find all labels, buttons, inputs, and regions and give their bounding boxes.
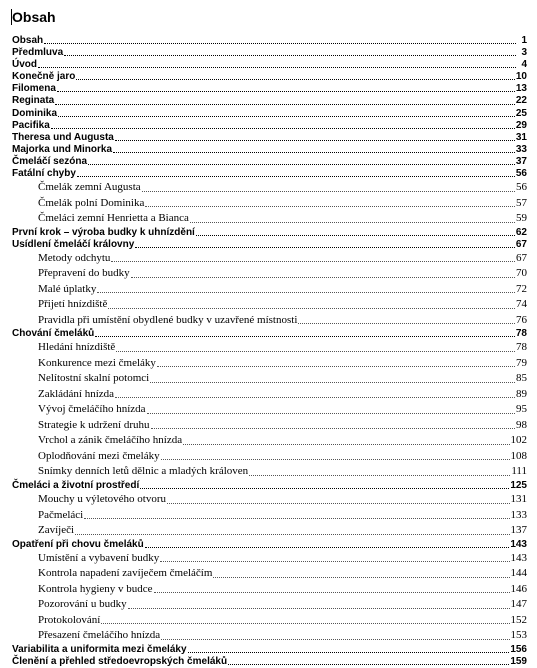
toc-entry-page-number: 74 <box>516 298 527 311</box>
toc-entry-section[interactable] <box>12 628 527 644</box>
toc-entry-page-number: 98 <box>516 418 527 431</box>
toc-entry-page-number: 125 <box>510 479 527 491</box>
toc-entry-label: Přijetí hnízdiště <box>38 298 108 311</box>
toc-entry-label: Čmelák polní Dominika <box>38 196 145 209</box>
dot-leader <box>298 323 515 324</box>
dot-leader <box>142 191 515 192</box>
dot-leader <box>145 206 515 207</box>
dot-leader <box>113 152 515 153</box>
toc-entry-label: Opatření při chovu čmeláků <box>12 538 144 550</box>
dot-leader <box>150 382 515 383</box>
toc-entry-chapter[interactable] <box>12 71 527 83</box>
dot-leader <box>183 444 509 445</box>
dot-leader <box>147 413 515 414</box>
toc-entry-label: Oplodňování mezi čmeláky <box>38 449 160 462</box>
toc-entry-label: Úvod <box>12 59 37 71</box>
toc-entry-label: Zakládání hnízda <box>38 387 115 400</box>
toc-entry-label: Theresa und Augusta <box>12 131 114 143</box>
toc-entry-page-number: 144 <box>510 567 527 580</box>
dot-leader <box>188 652 510 653</box>
toc-entry-page-number: 153 <box>510 629 527 642</box>
dot-leader <box>44 43 516 44</box>
toc-entry-label: Protokolování <box>38 613 101 626</box>
toc-entry-page-number: 89 <box>516 387 527 400</box>
toc-entry-label: Čmelák zemní Augusta <box>38 181 141 194</box>
toc-entry-section[interactable] <box>12 418 527 434</box>
toc-entry-label: Snímky denních letů dělnic a mladých královen <box>38 465 249 478</box>
toc-entry-section[interactable] <box>12 282 527 298</box>
dot-leader <box>64 55 516 56</box>
dot-leader <box>101 623 509 624</box>
toc-entry-page-number: 13 <box>515 83 527 95</box>
toc-entry-chapter[interactable] <box>12 156 527 168</box>
toc-entry-label: Mouchy u výletového otvoru <box>38 493 167 505</box>
dot-leader <box>51 128 515 129</box>
toc-entry-page-number: 57 <box>516 196 527 209</box>
toc-entry-page-number: 143 <box>510 551 527 564</box>
toc-entry-page-number: 70 <box>516 267 527 280</box>
toc-entry-label: Fatální chyby <box>12 168 76 180</box>
dot-leader <box>111 261 515 262</box>
toc-entry-section[interactable] <box>12 433 527 449</box>
toc-entry-label: Pacifika <box>12 119 50 131</box>
dot-leader <box>190 222 515 223</box>
dot-leader <box>151 428 516 429</box>
toc-entry-chapter[interactable] <box>12 108 527 120</box>
dot-leader <box>95 336 515 337</box>
toc-entry-chapter[interactable] <box>12 239 527 251</box>
toc-entry-label: Umístění a vybavení budky <box>38 551 160 564</box>
dot-leader <box>38 67 516 68</box>
dot-leader <box>57 91 515 92</box>
toc-entry-page-number: 159 <box>510 655 527 667</box>
dot-leader <box>157 366 515 367</box>
toc-entry-chapter[interactable] <box>12 539 527 551</box>
toc-entry-page-number: 133 <box>510 508 527 521</box>
dot-leader <box>75 534 509 535</box>
toc-entry-section[interactable] <box>12 613 527 629</box>
toc-entry-chapter[interactable] <box>12 95 527 107</box>
toc-entry-label: Čmeláčí sezóna <box>12 155 88 167</box>
toc-entry-section[interactable] <box>12 387 527 403</box>
toc-entry-page-number: 108 <box>510 449 527 462</box>
toc-entry-label: Hledání hnízdiště <box>38 341 116 354</box>
dot-leader <box>154 592 510 593</box>
toc-entry-chapter[interactable] <box>12 47 527 59</box>
toc-entry-page-number: 25 <box>515 107 527 119</box>
toc-entry-label: Obsah <box>12 35 44 46</box>
dot-leader <box>58 116 515 117</box>
toc-entry-section[interactable] <box>12 371 527 387</box>
toc-entry-page-number: 131 <box>510 493 527 505</box>
toc-entry-section[interactable] <box>12 313 527 329</box>
toc-entry-page-number: 137 <box>510 524 527 536</box>
toc-entry-label: Nelítostní skalní potomci <box>38 372 150 385</box>
toc-entry-chapter[interactable] <box>12 59 527 71</box>
toc-entry-section[interactable] <box>12 356 527 372</box>
toc-entry-label: Pačmeláci <box>38 508 84 521</box>
toc-entry-label: Kontrola hygieny v budce <box>38 582 153 595</box>
toc-entry-section[interactable] <box>12 211 527 227</box>
toc-entry-chapter[interactable] <box>12 656 527 668</box>
toc-entry-page-number: 56 <box>515 168 527 180</box>
dot-leader <box>108 308 515 309</box>
dot-leader <box>97 292 515 293</box>
toc-entry-label: Konečně jaro <box>12 71 76 83</box>
toc-entry-section[interactable] <box>12 340 527 356</box>
dot-leader <box>76 79 515 80</box>
dot-leader <box>213 577 509 578</box>
toc-entry-section[interactable] <box>12 251 527 267</box>
dot-leader <box>131 277 515 278</box>
toc-entry-page-number: 143 <box>510 538 527 550</box>
toc-entry-section[interactable] <box>12 566 527 582</box>
toc-entry-label: Dominika <box>12 107 58 119</box>
toc-entry-label: Čmeláci zemní Henrietta a Bianca <box>38 212 189 225</box>
toc-entry-label: Usídlení čmeláčí královny <box>12 238 135 250</box>
dot-leader <box>135 247 515 248</box>
toc-entry-section[interactable] <box>12 297 527 313</box>
dot-leader <box>145 547 510 548</box>
toc-entry-page-number: 78 <box>515 328 527 340</box>
toc-entry-page-number: 76 <box>516 313 527 326</box>
dot-leader <box>228 664 509 665</box>
dot-leader <box>249 475 510 476</box>
dot-leader <box>116 351 515 352</box>
toc-entry-label: Filomena <box>12 83 56 95</box>
toc-entry-page-number: 72 <box>516 282 527 295</box>
toc-entry-page-number: 31 <box>515 131 527 143</box>
dot-leader <box>128 608 510 609</box>
toc-entry-label: Členění a přehled středoevropských čmeláků <box>12 655 228 667</box>
table-of-contents <box>12 35 527 668</box>
toc-entry-label: Reginata <box>12 95 55 107</box>
toc-entry-section[interactable] <box>12 196 527 212</box>
toc-entry-page-number: 3 <box>521 47 527 59</box>
toc-entry-chapter[interactable] <box>12 227 527 239</box>
toc-entry-section[interactable] <box>12 597 527 613</box>
toc-entry-label: Strategie k udržení druhu <box>38 418 150 431</box>
toc-entry-chapter[interactable] <box>12 83 527 95</box>
toc-entry-label: Předmluva <box>12 47 64 59</box>
toc-entry-label: Vývoj čmeláčího hnízda <box>38 403 146 416</box>
toc-entry-page-number: 67 <box>516 251 527 264</box>
dot-leader <box>196 235 515 236</box>
toc-entry-page-number: 102 <box>510 434 527 447</box>
toc-entry-page-number: 78 <box>516 341 527 354</box>
dot-leader <box>161 639 509 640</box>
toc-entry-section[interactable] <box>12 508 527 524</box>
toc-entry-page-number: 79 <box>516 356 527 369</box>
toc-entry-section[interactable] <box>12 492 527 508</box>
toc-entry-page-number: 29 <box>515 119 527 131</box>
toc-entry-chapter[interactable] <box>12 328 527 340</box>
toc-entry-label: Pravidla při umístění obydlené budky v uzavřené místnosti <box>38 313 298 326</box>
toc-entry-label: Majorka und Minorka <box>12 143 113 155</box>
toc-entry-chapter[interactable] <box>12 35 527 47</box>
toc-entry-page-number: 62 <box>515 226 527 238</box>
toc-entry-section[interactable] <box>12 266 527 282</box>
toc-entry-label: Metody odchytu <box>38 251 111 264</box>
toc-entry-chapter[interactable] <box>12 132 527 144</box>
dot-leader <box>115 140 515 141</box>
toc-entry-page-number: 37 <box>515 155 527 167</box>
toc-entry-page-number: 147 <box>510 598 527 611</box>
dot-leader <box>161 459 510 460</box>
toc-entry-page-number: 156 <box>510 643 527 655</box>
toc-entry-page-number: 85 <box>516 372 527 385</box>
toc-entry-chapter[interactable] <box>12 480 527 492</box>
dot-leader <box>160 561 509 562</box>
toc-entry-chapter[interactable] <box>12 644 527 656</box>
toc-entry-page-number: 59 <box>516 212 527 225</box>
dot-leader <box>167 503 509 504</box>
toc-entry-label: Čmeláci a životní prostředí <box>12 479 140 491</box>
toc-entry-section[interactable] <box>12 582 527 598</box>
toc-entry-label: První krok – výroba budky k uhnízdění <box>12 226 195 238</box>
toc-entry-section[interactable] <box>12 180 527 196</box>
toc-entry-section[interactable] <box>12 551 527 567</box>
toc-entry-label: Konkurence mezi čmeláky <box>38 356 156 369</box>
toc-entry-label: Pozorování u budky <box>38 598 127 611</box>
dot-leader <box>88 164 515 165</box>
toc-entry-page-number: 1 <box>521 35 527 46</box>
toc-entry-page-number: 67 <box>515 238 527 250</box>
toc-entry-page-number: 22 <box>515 95 527 107</box>
toc-entry-chapter[interactable] <box>12 120 527 132</box>
toc-entry-label: Vrchol a zánik čmeláčího hnízda <box>38 434 183 447</box>
dot-leader <box>115 397 515 398</box>
toc-entry-section[interactable] <box>12 464 527 480</box>
dot-leader <box>140 488 509 489</box>
toc-entry-page-number: 4 <box>521 59 527 71</box>
toc-entry-page-number: 10 <box>515 71 527 83</box>
toc-entry-page-number: 111 <box>511 465 527 478</box>
toc-entry-page-number: 146 <box>510 582 527 595</box>
toc-entry-label: Zavíječi <box>38 524 75 536</box>
toc-entry-page-number: 33 <box>515 143 527 155</box>
toc-entry-section[interactable] <box>12 402 527 418</box>
toc-entry-label: Chování čmeláků <box>12 328 95 340</box>
toc-entry-label: Kontrola napadení zavíječem čmeláčím <box>38 567 213 580</box>
dot-leader <box>77 176 515 177</box>
toc-entry-page-number: 95 <box>516 403 527 416</box>
toc-entry-section[interactable] <box>12 523 527 539</box>
toc-entry-chapter[interactable] <box>12 168 527 180</box>
toc-entry-chapter[interactable] <box>12 144 527 156</box>
toc-entry-section[interactable] <box>12 449 527 465</box>
toc-entry-label: Malé úplatky <box>38 282 97 295</box>
toc-entry-label: Přepravení do budky <box>38 267 130 280</box>
toc-entry-page-number: 152 <box>510 613 527 626</box>
dot-leader <box>55 104 515 105</box>
toc-entry-label: Variabilita a uniformita mezi čmeláky <box>12 643 187 655</box>
page-title: Obsah <box>12 9 56 25</box>
toc-entry-page-number: 56 <box>516 181 527 194</box>
toc-entry-label: Přesazení čmeláčího hnízda <box>38 629 161 642</box>
dot-leader <box>84 518 509 519</box>
